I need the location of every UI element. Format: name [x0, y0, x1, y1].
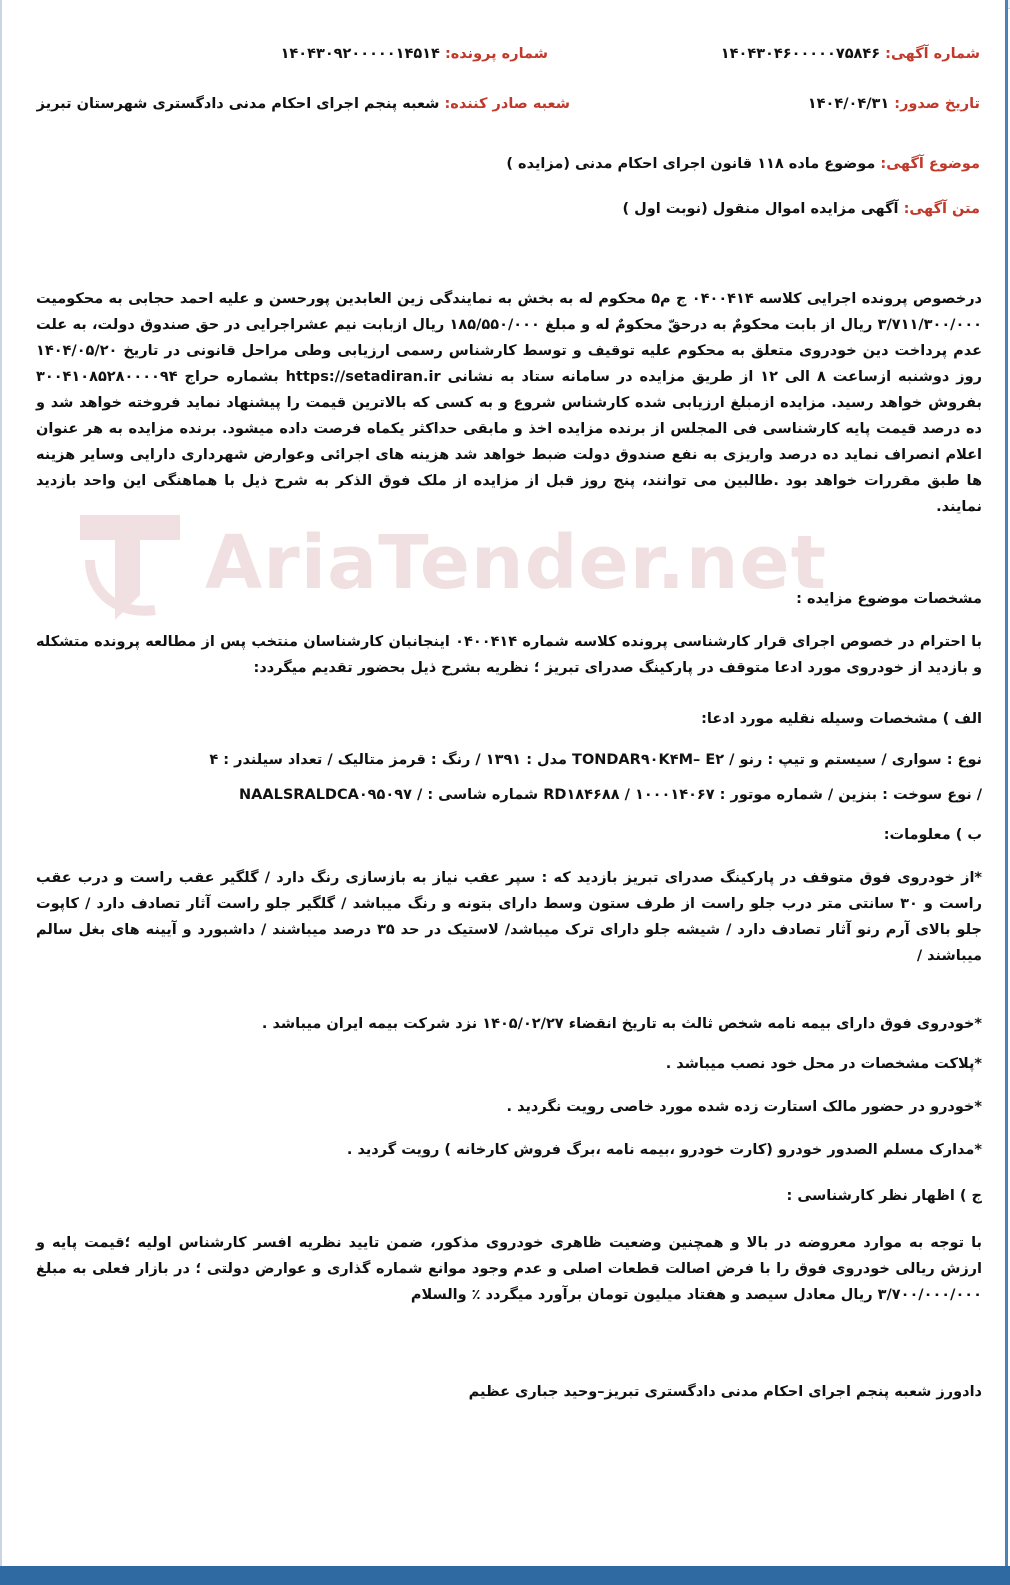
- info-item-2: *خودروی فوق دارای بیمه نامه شخص ثالث به تاریخ انقضاء ۱۴۰۵/۰۲/۲۷ نزد شرکت بیمه ایران میباشد .: [261, 1016, 982, 1032]
- signature: دادورز شعبه پنجم اجرای احکام مدنی دادگستری تبریز–وحید جباری عظیم: [468, 1384, 982, 1400]
- case-number-value: ۱۴۰۴۳۰۹۲۰۰۰۰۰۱۴۵۱۴: [280, 46, 440, 62]
- expert-opinion-paragraph: با توجه به موارد معروضه در بالا و همچنین وضعیت ظاهری خودروی مذکور، ضمن تایید نظریه افسر کارشناس اولیه ؛قیمت پایه و ارزش ریالی خودروی فوق را با فرض اصالت قطعات اصلی و عدم وجود موانع شماره گذاری و عوارض دولتی ؛ در بازار فعلی به مبلغ ۳/۷۰۰/۰۰۰/۰۰۰ ریال معادل سیصد و هفتاد میلیون تومان برآورد میگردد ٪ والسلام: [36, 1235, 982, 1303]
- subject-label: موضوع آگهی:: [880, 156, 980, 172]
- vehicle-line-2: / نوع سوخت : بنزین / شماره موتور : ۱۰۰۰۱۴۰۶۷ / RD۱۸۴۶۸۸ شماره شاسی : / NAALSRALDCA۰۹۵۰۹۷: [239, 787, 982, 803]
- issuer-label: شعبه صادر کننده:: [444, 96, 570, 112]
- section-a-title: الف ) مشخصات وسیله نقلیه مورد ادعا:: [701, 711, 982, 727]
- issue-date-row: [808, 94, 980, 114]
- case-number-label: شماره پرونده:: [444, 46, 548, 62]
- issuer-row: [37, 94, 570, 114]
- vehicle-line-1: نوع : سواری / سیستم و تیپ : رنو / TONDAR۹۰K۴M– E۲ مدل : ۱۳۹۱ / رنگ : قرمز متالیک / تعداد سیلندر : ۴: [209, 752, 982, 768]
- intro-paragraph: درخصوص پرونده اجرایی کلاسه ۰۴۰۰۴۱۴ ج م۵ محکوم له به بخش به نمایندگی زین العابدین پورحسن و علیه احمد حجابی به محکومیت ۳/۷۱۱/۳۰۰/۰۰۰ ریال از بابت محکومٌ به درحقّ محکومٌ له و مبلغ ۱۸۵/۵۵۰/۰۰۰ ریال ازبابت نیم عشراجرایی در حق صندوق دولت، به علت عدم پرداخت دین خودروی متعلق به محکوم علیه توقیف و توسط کارشناس رسمی ارزیابی وطی مراحل قانونی در تاریخ ۱۴۰۴/۰۵/۲۰ روز دوشنبه ازساعت ۸ الی ۱۲ از طریق مزایده در سامانه ستاد به نشانی https://setadiran.ir بشماره حراج ۳۰۰۴۱۰۸۵۲۸۰۰۰۰۹۴ بفروش خواهد رسید. مزایده ازمبلغ ارزیابی شده کارشناس شروع و به کسی که بالاترین قیمت را پیشنهاد نماید فروخته خواهد شد و ده درصد قیمت پایه کارشناسی فی المجلس از برنده مزایده اخذ و مابقی حداکثر یکماه فرصت داده میشود. برنده مزایده به هر عنوان اعلام انصراف نماید ده درصد واریزی به نفع صندوق دولت ضبط خواهد شد هزینه های اجرائی وعوارض شهرداری دارایی وسایر هزینه ها طبق مقررات خواهد بود .طالبین می توانند، پنج روز قبل از مزایده از ملک فوق الذکر به شرح ذیل با هماهنگی این واحد بازدید نمایند.: [36, 291, 983, 515]
- ad-number-value: ۱۴۰۴۳۰۴۶۰۰۰۰۰۷۵۸۴۶: [720, 46, 881, 62]
- ad-text-label: متن آگهی:: [903, 201, 980, 217]
- info-item-3: *پلاکت مشخصات در محل خود نصب میباشد .: [665, 1056, 982, 1072]
- info-item-1: *از خودروی فوق متوقف در پارکینگ صدرای تبریز بازدید که : سپر عقب نیاز به بازسازی رنگ دارد / گلگیر عقب راست و درب عقب راست و ۳۰ سانتی متر درب جلو راست از طرف ستون وسط دارای بتونه و رنگ میباشد / گلگیر جلو راست آثار تصادف دارد / کاپوت جلو بالای آرم رنو آثار تصادف دارد / شیشه جلو دارای ترک میباشد/ لاستیک در حد ۳۵ درصد میباشند / داشبورد و آیینه های بغل سالم میباشند /: [36, 870, 982, 964]
- expert-intro-paragraph: با احترام در خصوص اجرای قرار کارشناسی پرونده کلاسه شماره ۰۴۰۰۴۱۴ اینجانبان کارشناسان منتخب پس از مطالعه پرونده متشکله و بازدید از خودروی مورد ادعا متوقف در پارکینگ صدرای تبریز ؛ نظریه بشرح ذیل بحضور تقدیم میگردد:: [36, 634, 982, 676]
- ad-text-row: [622, 199, 980, 219]
- issuer-value: شعبه پنجم اجرای احکام مدنی دادگستری شهرستان تبریز: [36, 96, 440, 112]
- ad-number-row: [721, 44, 980, 64]
- section-b-title: ب ) معلومات:: [883, 827, 982, 843]
- bottom-border: [0, 1566, 1010, 1585]
- specs-title: مشخصات موضوع مزایده :: [796, 591, 982, 607]
- section-c-title: ج ) اظهار نظر کارشناسی :: [786, 1188, 982, 1204]
- subject-value: موضوع ماده ۱۱۸ قانون اجرای احکام مدنی (مزایده ): [506, 156, 876, 172]
- case-number-row: [281, 44, 548, 64]
- issue-date-label: تاریخ صدور:: [894, 96, 980, 112]
- info-item-5: *مدارک مسلم الصدور خودرو (کارت خودرو ،بیمه نامه ،برگ فروش کارخانه ) رویت گردید .: [346, 1142, 982, 1158]
- subject-row: [506, 154, 980, 174]
- ad-text-value: آگهی مزایده اموال منقول (نوبت اول ): [622, 201, 899, 217]
- info-item-4: *خودرو در حضور مالک استارت زده شده مورد خاصی رویت نگردید .: [506, 1099, 982, 1115]
- issue-date-value: ۱۴۰۴/۰۴/۳۱: [807, 96, 890, 112]
- ad-number-label: شماره آگهی:: [885, 46, 980, 62]
